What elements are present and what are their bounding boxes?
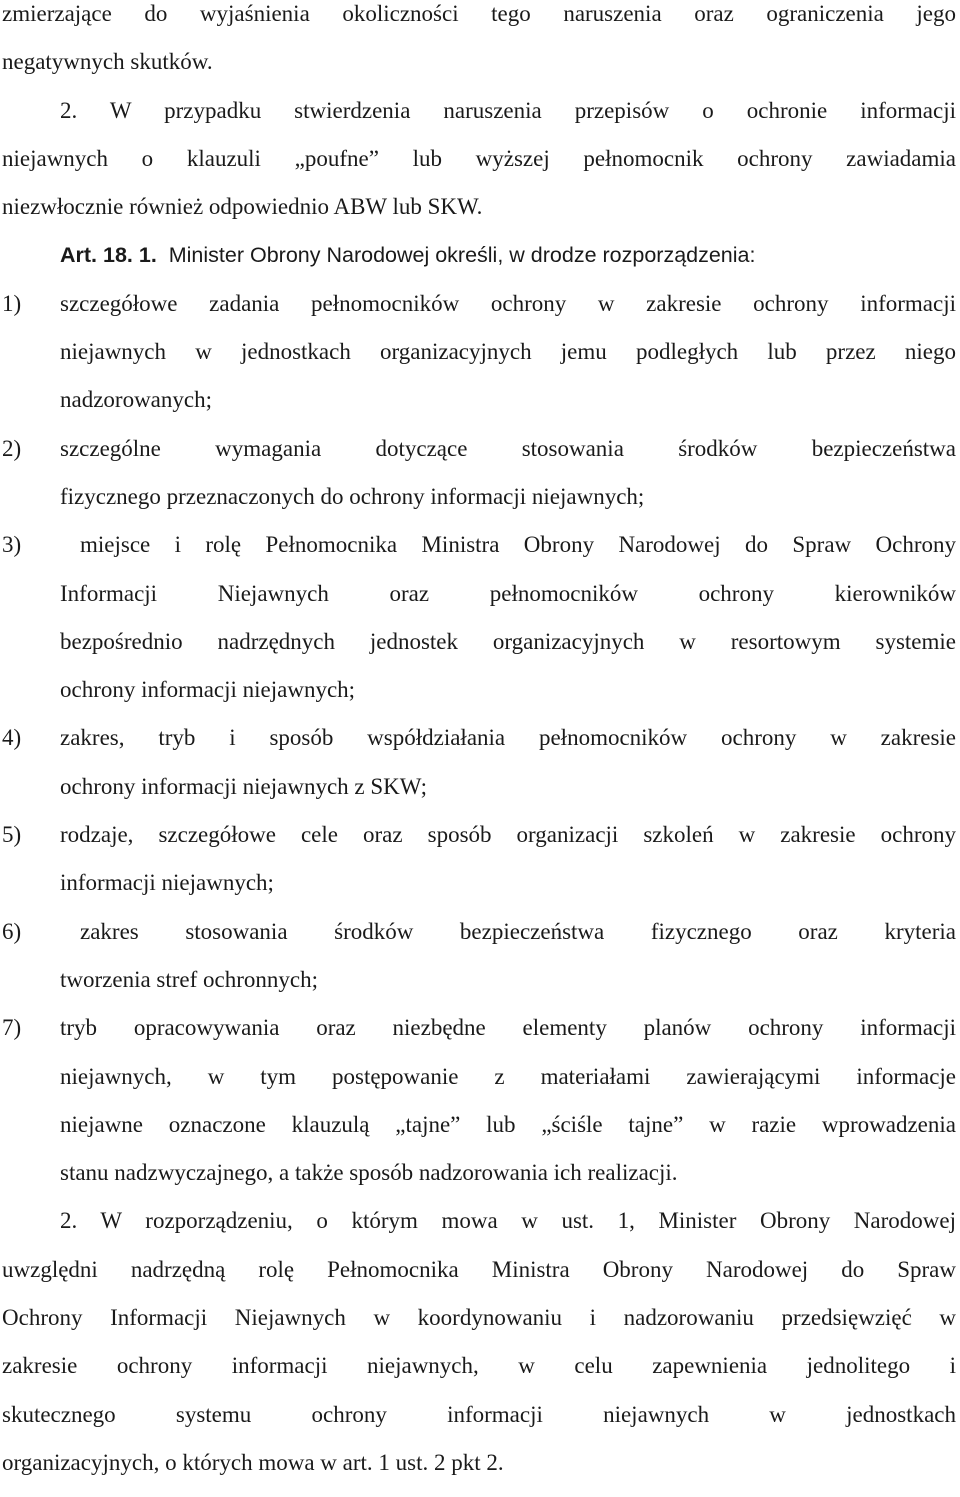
paragraph-2-number: 2.: [60, 97, 78, 123]
paragraph-2-line-3: niezwłocznie również odpowiednio ABW lub SKW.: [2, 194, 483, 220]
list-item-4-line-1: zakres, tryb i sposób współdziałania pełnomocników ochrony w zakresie: [60, 725, 956, 751]
list-item-2-number: 2): [2, 435, 22, 461]
list-item-7-line-4: stanu nadzwyczajnego, a także sposób nadzorowania ich realizacji.: [60, 1160, 678, 1186]
list-item-1: [2, 280, 956, 328]
section-2-line-6: organizacyjnych, o których mowa w art. 1 ust. 2 pkt 2.: [2, 1449, 504, 1475]
list-item-4-number: 4): [2, 725, 22, 751]
list-item-1-line-1: szczegółowe zadania pełnomocników ochrony w zakresie ochrony informacji: [60, 290, 956, 316]
list-item-7-line-3: niejawne oznaczone klauzulą „tajne” lub „ściśle tajne” w razie wprowadzenia: [60, 1111, 956, 1137]
list-item-1-number: 1): [2, 290, 22, 316]
list-item-2-line-1: szczególne wymagania dotyczące stosowania środków bezpieczeństwa: [60, 435, 956, 461]
list-item-7-number: 7): [2, 1015, 22, 1041]
list-item-3-line-4: ochrony informacji niejawnych;: [60, 677, 356, 703]
list-item-3-number: 3): [2, 532, 22, 558]
list-item-3-line-1: miejsce i rolę Pełnomocnika Ministra Obrony Narodowej do Spraw Ochrony: [80, 532, 956, 558]
section-2-line-1-text: W rozporządzeniu, o którym mowa w ust. 1, Minister Obrony Narodowej: [100, 1208, 956, 1234]
list-item-6-line-1: zakres stosowania środków bezpieczeństwa fizycznego oraz kryteria: [80, 918, 956, 944]
list-item-2-line-2: fizycznego przeznaczonych do ochrony informacji niejawnych;: [60, 483, 645, 509]
list-item-7-line-2: niejawnych, w tym postępowanie z materiałami zawierającymi informacje: [60, 1063, 956, 1089]
list-item-6: [2, 908, 956, 956]
list-item-3: [2, 521, 956, 569]
article-heading: [2, 231, 956, 279]
list-item-6-number: 6): [2, 918, 22, 944]
section-2-line-5: skutecznego systemu ochrony informacji niejawnych w jednostkach: [2, 1401, 956, 1427]
list-item-2: [2, 425, 956, 473]
section-2-line-1: [2, 1197, 956, 1245]
section-2-line-2: uwzględni nadrzędną rolę Pełnomocnika Ministra Obrony Narodowej do Spraw: [2, 1256, 956, 1282]
paragraph-2-text: W przypadku stwierdzenia naruszenia przepisów o ochronie informacji: [109, 97, 956, 123]
paragraph-2-line-1: [2, 87, 956, 135]
list-item-5-number: 5): [2, 822, 22, 848]
list-item-4: [2, 714, 956, 762]
list-item-1-line-2: niejawnych w jednostkach organizacyjnych jemu podległych lub przez niego: [60, 339, 956, 365]
list-item-5-line-1: rodzaje, szczegółowe cele oraz sposób organizacji szkoleń w zakresie ochrony: [60, 822, 956, 848]
list-item-6-line-2: tworzenia stref ochronnych;: [60, 966, 319, 992]
article-intro-text: Minister Obrony Narodowej określi, w drodze rozporządzenia:: [168, 243, 756, 268]
paragraph-2-line-2: niejawnych o klauzuli „poufne” lub wyższej pełnomocnik ochrony zawiadamia: [2, 145, 956, 171]
list-item-7: [2, 1004, 956, 1052]
list-item-4-line-2: ochrony informacji niejawnych z SKW;: [60, 773, 428, 799]
list-item-1-line-3: nadzorowanych;: [60, 387, 212, 413]
list-item-3-line-2: Informacji Niejawnych oraz pełnomocników ochrony kierowników: [60, 580, 956, 606]
section-2-line-3: Ochrony Informacji Niejawnych w koordynowaniu i nadzorowaniu przedsięwzięć w: [2, 1305, 956, 1331]
intro-line-2: negatywnych skutków.: [2, 49, 213, 75]
section-2-line-4: zakresie ochrony informacji niejawnych, w celu zapewnienia jednolitego i: [2, 1353, 956, 1379]
article-label: Art. 18. 1.: [60, 243, 157, 268]
list-item-5-line-2: informacji niejawnych;: [60, 870, 274, 896]
list-item-3-line-3: bezpośrednio nadrzędnych jednostek organizacyjnych w resortowym systemie: [60, 628, 956, 654]
intro-line-1: zmierzające do wyjaśnienia okoliczności tego naruszenia oraz ograniczenia jego: [2, 1, 956, 26]
section-2-number: 2.: [60, 1208, 78, 1234]
list-item-7-line-1: tryb opracowywania oraz niezbędne elementy planów ochrony informacji: [60, 1015, 956, 1041]
list-item-5: [2, 811, 956, 859]
